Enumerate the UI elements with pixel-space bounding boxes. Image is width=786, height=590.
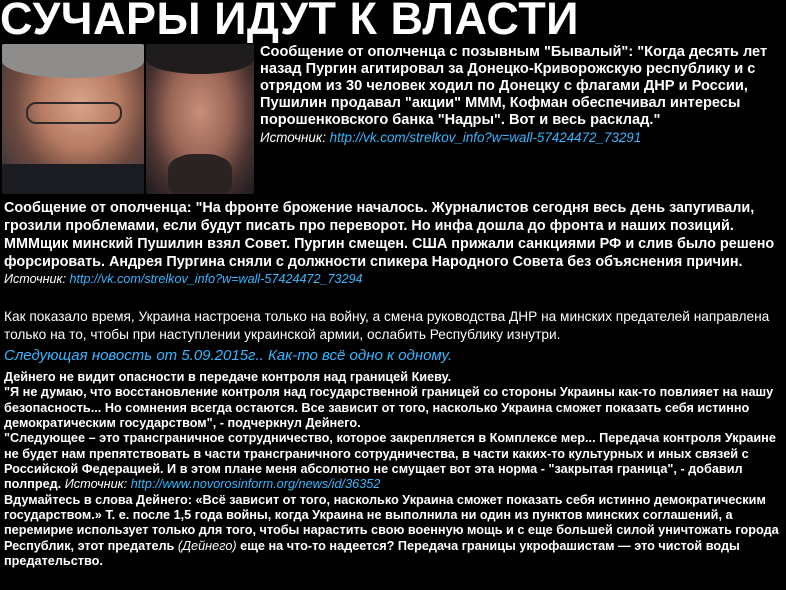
news-block	[4, 370, 784, 569]
news-conclusion	[4, 493, 784, 570]
news-source-label: Источник:	[64, 477, 131, 492]
photo-left-portrait	[2, 44, 144, 194]
message-2-source-label: Источник:	[4, 272, 70, 286]
news-conclusion-b: еще на что-то надеется? Передача границы укрофашистам — это чистой воды предательство.	[4, 538, 740, 569]
news-conclusion-a: Вдумайтесь в слова Дейнего: «Всё зависит от того, насколько Украина сможет показать себя истинно демократическим государством.» Т. е. после 1,5 года войны, когда Украина не выполнила ни один из пунктов минских соглашений, а перемирие использует только для того, чтобы нарастить свою военную мощь и с еще большей силой уничтожать города Республик, этот предатель	[4, 492, 779, 553]
intro-source-link[interactable]: http://vk.com/strelkov_info?w=wall-57424472_73291	[329, 130, 642, 145]
message-2-text: Сообщение от ополченца: "На фронте брожение началось. Журналистов сегодня весь день запугивали, грозили проблемами, если будут писать про переворот. Но инфа дошла до фронта и наших позиций. МММщик минский Пушилин взял Совет. Пургин смещен. США прижали санкциями РФ и слив было решено форсировать. Андрея Пургина сняли с должности спикера Народного Совета без объяснения причин.	[4, 200, 775, 270]
news-quote-2	[4, 431, 784, 492]
intro-source	[260, 129, 782, 146]
beard-shape	[168, 154, 232, 194]
page-title: СУЧАРЫ ИДУТ К ВЛАСТИ	[0, 0, 580, 44]
suit-shape	[2, 164, 144, 194]
intro-message	[260, 44, 782, 146]
next-news-heading: Следующая новость от 5.09.2015г.. Как-то всё одно к одному.	[4, 347, 453, 364]
hair-shape	[146, 44, 254, 74]
comment-text: Как показало время, Украина настроена только на войну, а смена руководства ДНР на минских предателей направлена только на то, чтобы при наступлении украинской армии, ослабить Республику изнутри.	[4, 309, 770, 342]
intro-text: Сообщение от ополченца с позывным "Бывалый": "Когда десять лет назад Пургин агитировал за Донецко-Криворожскую республику и с отрядом из 30 человек ходил по Донецку с флагами ДНР и России, Пушилин продавал "акции" МММ, Кофман обеспечивал интересы порошенковского банка "Надры". Вот и весь расклад."	[260, 44, 768, 128]
message-2	[4, 199, 784, 287]
news-conclusion-italic: (Дейнего)	[177, 538, 237, 553]
glasses-shape	[26, 102, 122, 124]
news-source-link[interactable]: http://www.novorosinform.org/news/id/36352	[130, 477, 381, 492]
news-quote-2-text: "Следующее – это трансграничное сотрудничество, которое закрепляется в Комплексе мер... Передача контроля Украине не будет нам препятствовать в части трансграничного сотрудничества, в части каких-то культурных и иных связей с Российской Федерацией. И в этом плане меня абсолютно не смущает вот эта норма - "закрытая граница", - добавил полпред.	[4, 431, 776, 492]
intro-source-label: Источник:	[260, 130, 330, 145]
photo-right-portrait	[146, 44, 254, 194]
news-quote-1: "Я не думаю, что восстановление контроля над государственной границей со стороны Украины как-то повлияет на нашу безопасность... Но сомнения всегда остаются. Все зависит от того, насколько Украина сможет показать себя истинно демократическим государством", - подчеркнул Дейнего.	[4, 385, 774, 431]
hair-shape	[2, 44, 144, 78]
message-2-source	[4, 271, 784, 287]
message-2-source-link[interactable]: http://vk.com/strelkov_info?w=wall-57424472_73294	[69, 272, 363, 286]
news-line-1: Дейнего не видит опасности в передаче контроля над границей Киеву.	[4, 370, 452, 384]
